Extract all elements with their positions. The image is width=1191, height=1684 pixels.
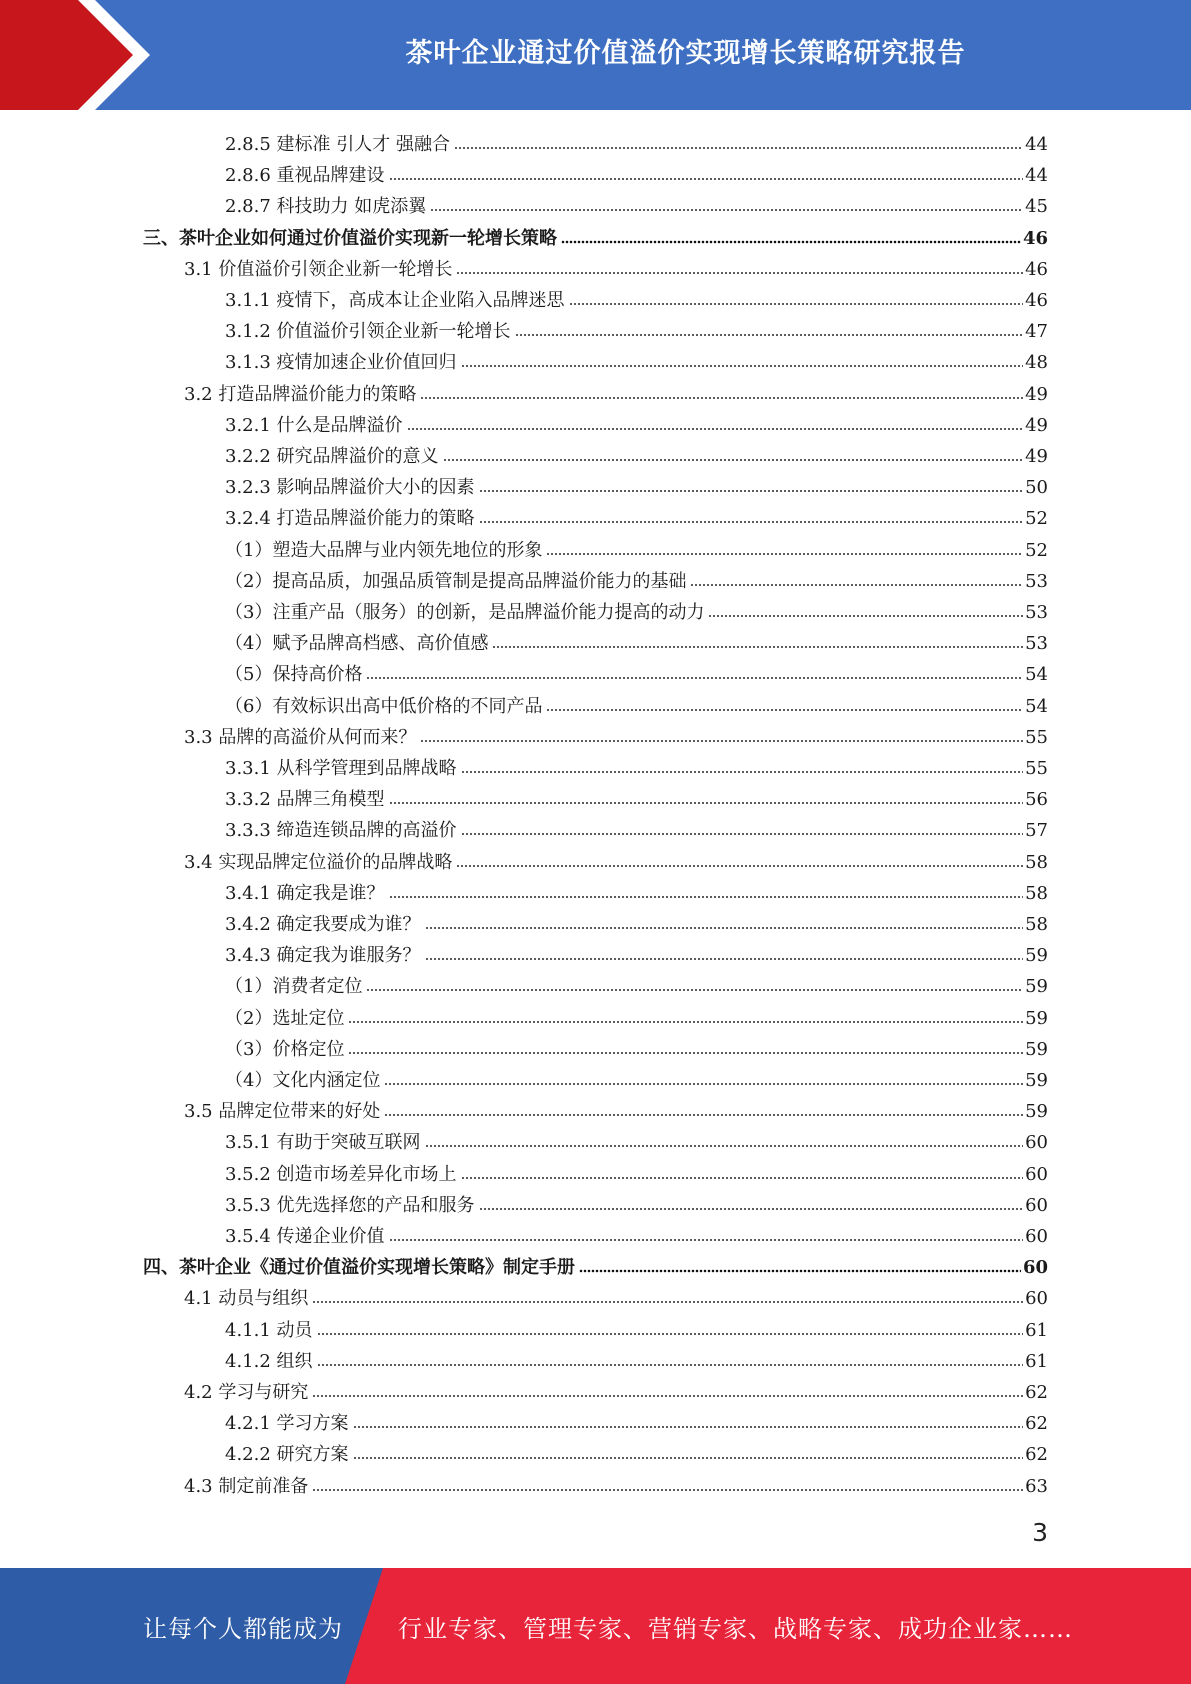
toc-entry-title: 三、茶叶企业如何通过价值溢价实现新一轮增长策略: [143, 228, 557, 249]
toc-entry[interactable]: [225, 471, 1048, 499]
toc-entry[interactable]: [225, 877, 1048, 905]
toc-dot-leader: [690, 583, 1023, 587]
toc-entry[interactable]: [225, 1189, 1048, 1217]
toc-entry-title: （4）文化内涵定位: [225, 1070, 381, 1091]
toc-entry[interactable]: [225, 1345, 1048, 1373]
toc-dot-leader: [430, 208, 1023, 212]
toc-entry-page: 60: [1025, 1132, 1048, 1153]
toc-entry[interactable]: [225, 939, 1048, 967]
toc-dot-leader: [443, 458, 1024, 462]
toc-entry-title: 3.1.2 价值溢价引领企业新一轮增长: [225, 321, 511, 342]
toc-entry-page: 58: [1025, 914, 1048, 935]
page-footer: [0, 1568, 1191, 1684]
toc-entry[interactable]: [225, 814, 1048, 842]
toc-entry-title: （3）注重产品（服务）的创新，是品牌溢价能力提高的动力: [225, 602, 705, 623]
toc-entry-page: 49: [1025, 415, 1048, 436]
toc-entry[interactable]: [225, 346, 1048, 374]
toc-dot-leader: [461, 832, 1024, 836]
toc-dot-leader: [389, 801, 1024, 805]
toc-entry-page: 60: [1025, 1226, 1048, 1247]
toc-entry-page: 49: [1025, 384, 1048, 405]
toc-entry-title: 3.5.3 优先选择您的产品和服务: [225, 1195, 475, 1216]
toc-entry-page: 59: [1025, 1101, 1048, 1122]
toc-dot-leader: [561, 240, 1021, 244]
toc-entry[interactable]: [225, 1407, 1048, 1435]
toc-dot-leader: [317, 1332, 1024, 1336]
toc-entry-page: 53: [1025, 602, 1048, 623]
toc-entry-title: 3.5.2 创造市场差异化市场上: [225, 1164, 457, 1185]
toc-entry-title: （1）塑造大品牌与业内领先地位的形象: [225, 540, 543, 561]
toc-dot-leader: [312, 1394, 1023, 1398]
toc-dot-leader: [456, 271, 1023, 275]
toc-entry-page: 57: [1025, 820, 1048, 841]
toc-entry-title: 3.3.1 从科学管理到品牌战略: [225, 758, 457, 779]
toc-dot-leader: [479, 520, 1024, 524]
toc-dot-leader: [579, 1269, 1021, 1273]
header-arrow-decoration: [0, 0, 160, 110]
toc-entry-title: 3.5.1 有助于突破互联网: [225, 1132, 421, 1153]
toc-entry-title: 3.2.3 影响品牌溢价大小的因素: [225, 477, 475, 498]
toc-entry-title: 4.2.2 研究方案: [225, 1444, 349, 1465]
toc-entry[interactable]: [225, 1033, 1048, 1061]
toc-entry-page: 59: [1025, 976, 1048, 997]
toc-entry-title: （2）提高品质，加强品质管制是提高品牌溢价能力的基础: [225, 571, 687, 592]
toc-dot-leader: [348, 1051, 1023, 1055]
toc-dot-leader: [312, 1488, 1023, 1492]
toc-dot-leader: [389, 895, 1024, 899]
toc-entry-title: 四、茶叶企业《通过价值溢价实现增长策略》制定手册: [143, 1257, 575, 1278]
toc-entry[interactable]: [225, 128, 1048, 156]
toc-entry-title: 3.4.3 确定我为谁服务？: [225, 945, 421, 966]
page-number: 3: [1032, 1518, 1048, 1547]
toc-entry-title: 4.3 制定前准备: [184, 1476, 309, 1497]
toc-entry-page: 54: [1025, 664, 1048, 685]
toc-dot-leader: [456, 864, 1023, 868]
toc-entry-title: 3.4 实现品牌定位溢价的品牌战略: [184, 852, 453, 873]
toc-dot-leader: [569, 302, 1024, 306]
toc-entry[interactable]: [225, 534, 1048, 562]
toc-entry[interactable]: [225, 658, 1048, 686]
toc-dot-leader: [708, 614, 1023, 618]
toc-entry-page: 49: [1025, 446, 1048, 467]
toc-entry-title: 3.3 品牌的高溢价从何而来？: [184, 727, 417, 748]
toc-entry-page: 53: [1025, 633, 1048, 654]
toc-entry-title: 4.1.2 组织: [225, 1351, 313, 1372]
toc-entry-title: 2.8.5 建标准 引人才 强融合: [225, 134, 450, 155]
toc-dot-leader: [425, 1144, 1024, 1148]
toc-dot-leader: [317, 1363, 1024, 1367]
toc-entry-title: 2.8.7 科技助力 如虎添翼: [225, 196, 427, 217]
toc-entry-page: 47: [1025, 321, 1048, 342]
toc-entry[interactable]: [184, 1282, 1048, 1310]
toc-entry[interactable]: [184, 1376, 1048, 1404]
toc-entry[interactable]: [225, 596, 1048, 624]
toc-entry[interactable]: [184, 721, 1048, 749]
toc-entry-title: 4.2.1 学习方案: [225, 1413, 349, 1434]
toc-entry[interactable]: [184, 1470, 1048, 1498]
toc-entry-title: 3.2 打造品牌溢价能力的策略: [184, 384, 417, 405]
footer-slogan-right: 行业专家、管理专家、营销专家、战略专家、成功企业家……: [398, 1614, 1073, 1643]
toc-entry[interactable]: [225, 159, 1048, 187]
toc-entry-page: 63: [1025, 1476, 1048, 1497]
toc-entry[interactable]: [184, 378, 1048, 406]
toc-dot-leader: [515, 333, 1024, 337]
toc-chapter-entry[interactable]: [143, 222, 1048, 250]
toc-dot-leader: [425, 926, 1024, 930]
toc-entry[interactable]: [225, 908, 1048, 936]
toc-entry-title: 2.8.6 重视品牌建设: [225, 165, 385, 186]
toc-entry[interactable]: [225, 502, 1048, 530]
toc-entry[interactable]: [225, 1126, 1048, 1154]
toc-entry-title: （4）赋予品牌高档感、高价值感: [225, 633, 489, 654]
toc-entry-title: 3.4.1 确定我是谁？: [225, 883, 385, 904]
toc-entry[interactable]: [184, 846, 1048, 874]
toc-entry-page: 60: [1022, 1257, 1048, 1278]
toc-dot-leader: [353, 1425, 1024, 1429]
toc-entry-title: 3.1 价值溢价引领企业新一轮增长: [184, 259, 453, 280]
toc-entry-title: （2）选址定位: [225, 1008, 345, 1029]
toc-entry[interactable]: [184, 1095, 1048, 1123]
toc-entry-page: 44: [1025, 165, 1048, 186]
toc-dot-leader: [546, 708, 1023, 712]
toc-entry[interactable]: [225, 409, 1048, 437]
toc-entry-title: 3.2.4 打造品牌溢价能力的策略: [225, 508, 475, 529]
toc-dot-leader: [384, 1113, 1023, 1117]
toc-entry-title: 3.4.2 确定我要成为谁？: [225, 914, 421, 935]
toc-entry[interactable]: [225, 1064, 1048, 1092]
toc-dot-leader: [366, 676, 1023, 680]
toc-entry[interactable]: [225, 627, 1048, 655]
toc-entry-page: 59: [1025, 1039, 1048, 1060]
toc-entry-title: （5）保持高价格: [225, 664, 363, 685]
toc-entry-page: 58: [1025, 883, 1048, 904]
toc-entry[interactable]: [225, 690, 1048, 718]
toc-entry-title: 4.1.1 动员: [225, 1320, 313, 1341]
toc-dot-leader: [420, 396, 1023, 400]
toc-dot-leader: [461, 1176, 1024, 1180]
toc-entry-title: 3.2.1 什么是品牌溢价: [225, 415, 403, 436]
toc-entry-page: 54: [1025, 696, 1048, 717]
toc-entry-title: 3.1.3 疫情加速企业价值回归: [225, 352, 457, 373]
toc-dot-leader: [492, 645, 1023, 649]
toc-entry[interactable]: [225, 1220, 1048, 1248]
toc-dot-leader: [479, 489, 1024, 493]
toc-entry[interactable]: [225, 783, 1048, 811]
toc-entry-page: 52: [1025, 540, 1048, 561]
toc-entry[interactable]: [225, 1158, 1048, 1186]
toc-entry-title: 4.1 动员与组织: [184, 1288, 309, 1309]
toc-entry-page: 58: [1025, 852, 1048, 873]
toc-entry[interactable]: [225, 440, 1048, 468]
toc-entry[interactable]: [225, 1314, 1048, 1342]
toc-entry-title: 3.2.2 研究品牌溢价的意义: [225, 446, 439, 467]
toc-entry-page: 62: [1025, 1382, 1048, 1403]
toc-entry-page: 55: [1025, 727, 1048, 748]
footer-slogan-left: 让每个人都能成为: [143, 1614, 343, 1643]
toc-entry-page: 46: [1022, 228, 1048, 249]
toc-entry-title: （3）价格定位: [225, 1039, 345, 1060]
toc-dot-leader: [389, 1238, 1024, 1242]
toc-entry-page: 52: [1025, 508, 1048, 529]
toc-entry-title: （1）消费者定位: [225, 976, 363, 997]
toc-entry-title: 3.3.3 缔造连锁品牌的高溢价: [225, 820, 457, 841]
toc-dot-leader: [312, 1300, 1023, 1304]
toc-entry[interactable]: [225, 970, 1048, 998]
toc-entry-page: 60: [1025, 1195, 1048, 1216]
toc-entry-page: 59: [1025, 1070, 1048, 1091]
toc-entry-page: 55: [1025, 758, 1048, 779]
toc-entry-page: 59: [1025, 1008, 1048, 1029]
document-title: 茶叶企业通过价值溢价实现增长策略研究报告: [405, 37, 966, 69]
toc-entry[interactable]: [225, 1438, 1048, 1466]
toc-entry-page: 62: [1025, 1444, 1048, 1465]
toc-dot-leader: [420, 739, 1023, 743]
toc-entry-page: 46: [1025, 290, 1048, 311]
toc-entry[interactable]: [225, 752, 1048, 780]
toc-entry-page: 46: [1025, 259, 1048, 280]
toc-dot-leader: [348, 1020, 1023, 1024]
toc-dot-leader: [546, 552, 1023, 556]
toc-entry[interactable]: [225, 284, 1048, 312]
toc-dot-leader: [479, 1207, 1024, 1211]
toc-entry[interactable]: [225, 565, 1048, 593]
toc-entry-page: 60: [1025, 1288, 1048, 1309]
toc-entry[interactable]: [225, 315, 1048, 343]
toc-dot-leader: [353, 1456, 1024, 1460]
toc-entry-page: 53: [1025, 571, 1048, 592]
toc-dot-leader: [425, 957, 1024, 961]
toc-entry-page: 44: [1025, 134, 1048, 155]
toc-entry-page: 62: [1025, 1413, 1048, 1434]
toc-entry-page: 61: [1025, 1351, 1048, 1372]
toc-entry-page: 56: [1025, 789, 1048, 810]
toc-dot-leader: [407, 427, 1024, 431]
toc-entry-title: （6）有效标识出高中低价格的不同产品: [225, 696, 543, 717]
toc-entry-page: 61: [1025, 1320, 1048, 1341]
toc-entry-title: 3.5.4 传递企业价值: [225, 1226, 385, 1247]
toc-entry-title: 3.3.2 品牌三角模型: [225, 789, 385, 810]
toc-entry-page: 48: [1025, 352, 1048, 373]
toc-dot-leader: [461, 770, 1024, 774]
toc-entry-page: 60: [1025, 1164, 1048, 1185]
toc-entry-page: 50: [1025, 477, 1048, 498]
toc-entry-title: 4.2 学习与研究: [184, 1382, 309, 1403]
toc-chapter-entry[interactable]: [143, 1251, 1048, 1279]
toc-dot-leader: [454, 146, 1023, 150]
toc-dot-leader: [389, 177, 1024, 181]
toc-entry[interactable]: [225, 1002, 1048, 1030]
toc-entry-page: 45: [1025, 196, 1048, 217]
page-header: [0, 0, 1191, 110]
toc-dot-leader: [384, 1082, 1023, 1086]
toc-dot-leader: [461, 364, 1024, 368]
toc-entry-title: 3.1.1 疫情下，高成本让企业陷入品牌迷思: [225, 290, 565, 311]
toc-entry-page: 59: [1025, 945, 1048, 966]
toc-entry[interactable]: [184, 253, 1048, 281]
toc-entry[interactable]: [225, 190, 1048, 218]
toc-entry-title: 3.5 品牌定位带来的好处: [184, 1101, 381, 1122]
toc-dot-leader: [366, 988, 1023, 992]
